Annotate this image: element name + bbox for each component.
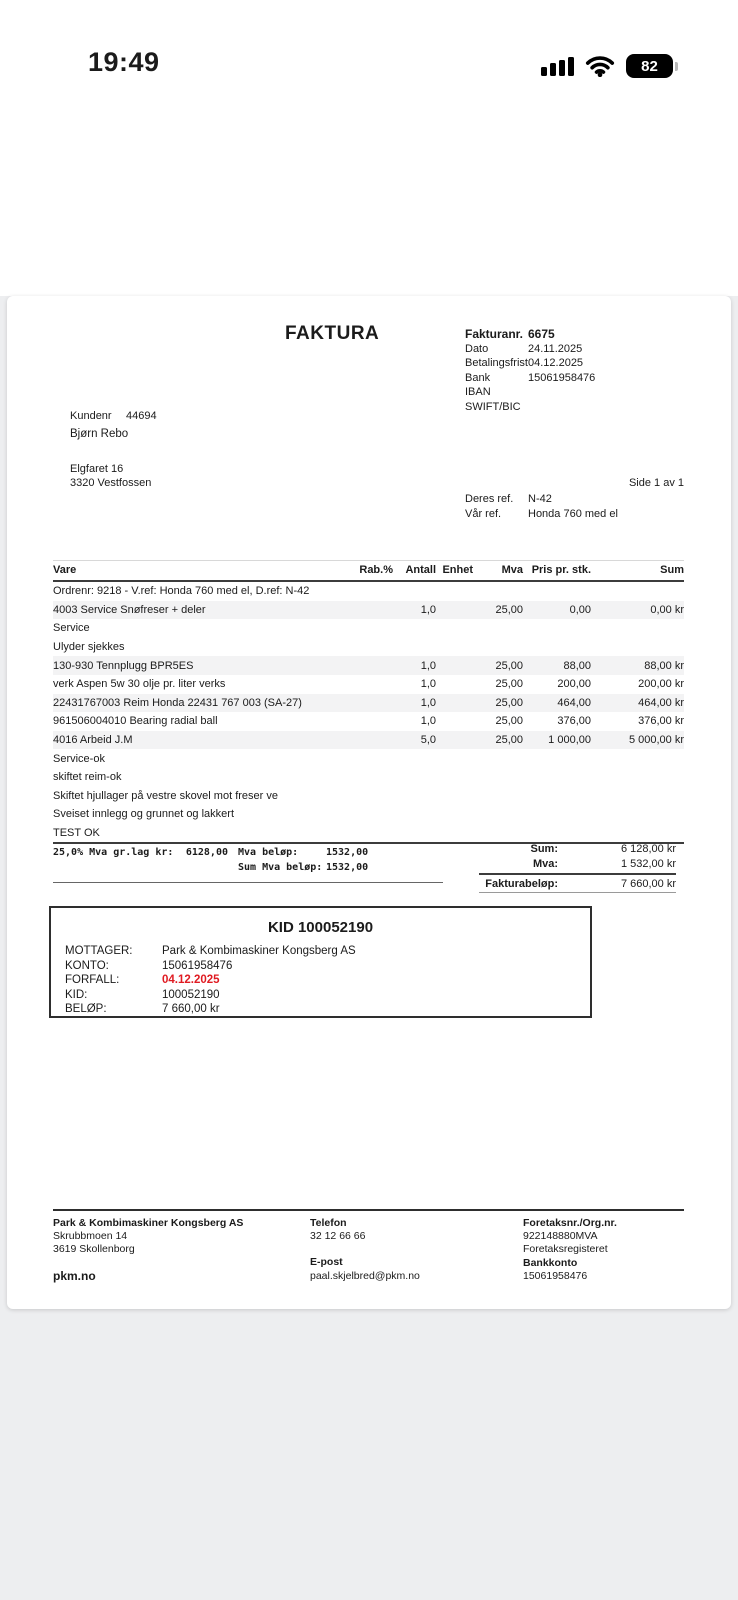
cell-sum: 376,00 kr (638, 715, 684, 728)
kid-label: KID: (65, 988, 88, 1001)
kid-value: 7 660,00 kr (162, 1003, 220, 1016)
page-number: Side 1 av 1 (628, 477, 684, 489)
footer-company-column (53, 1217, 310, 1283)
kid-row (65, 1002, 590, 1017)
total-row (479, 856, 676, 871)
references (465, 492, 618, 522)
column-header-antall: Antall (405, 564, 436, 576)
vat-grlag-value: 6128,00 (185, 847, 228, 858)
total-value: 1 532,00 kr (620, 857, 676, 870)
cell-sum: 464,00 kr (638, 696, 684, 709)
kundenr-value: 44694 (126, 410, 157, 422)
kid-row (65, 944, 590, 959)
invoice-page (7, 296, 731, 1309)
column-header-sum: Sum (660, 564, 684, 576)
table-row (53, 749, 684, 768)
kid-value: Park & Kombimaskiner Kongsberg AS (162, 945, 356, 957)
status-icons (541, 54, 678, 78)
customer-address-line2: 3320 Vestfossen (70, 477, 152, 489)
sum-vat-belop-label: Sum Mva beløp: (238, 862, 323, 873)
bank-value: 15061958476 (523, 1269, 588, 1282)
total-label: Fakturabeløp: (485, 877, 558, 890)
table-row (53, 656, 684, 675)
total-label: Mva: (532, 857, 558, 870)
total-label: Sum: (530, 842, 558, 855)
cell-sum: 200,00 kr (638, 678, 684, 691)
customer-name: Bjørn Rebo (70, 428, 129, 440)
cell-pris: 464,00 (557, 696, 591, 709)
bank-label: Bankkonto (523, 1256, 578, 1269)
cell-vare: Ordrenr: 9218 - V.ref: Honda 760 med el, D.ref: N-42 (53, 585, 310, 598)
customer-address-line1: Elgfaret 16 (70, 463, 124, 475)
cell-antall: 5,0 (420, 734, 436, 747)
reference-row (465, 507, 618, 522)
orgnr-label: Foretaksnr./Org.nr. (523, 1217, 617, 1229)
status-bar (0, 0, 738, 96)
cellular-signal-icon (541, 56, 574, 76)
cell-mva: 25,00 (495, 659, 523, 672)
kundenr-label: Kundenr (70, 410, 112, 422)
cell-antall: 1,0 (420, 603, 436, 616)
meta-value: 24.11.2025 (528, 343, 583, 355)
cell-vare: 130-930 Tennplugg BPR5ES (53, 659, 194, 672)
kid-row (65, 988, 590, 1003)
meta-label: SWIFT/BIC (465, 400, 521, 413)
column-header-rab: Rab.% (359, 564, 393, 576)
kid-label: BELØP: (65, 1003, 107, 1016)
battery-tip (675, 62, 678, 71)
meta-label: Betalingsfrist (465, 357, 528, 370)
register-value: Foretaksregisteret (523, 1243, 608, 1256)
cell-vare: Service (53, 622, 90, 635)
kid-rows (65, 944, 590, 1017)
cell-vare: Service-ok (53, 752, 105, 765)
cell-sum: 0,00 kr (650, 603, 684, 616)
table-row (53, 675, 684, 694)
vat-summary (53, 845, 443, 883)
meta-row (465, 342, 595, 356)
table-row (53, 731, 684, 750)
clock: 19:49 (88, 47, 160, 77)
battery-icon (626, 54, 678, 78)
table-body (53, 582, 684, 844)
customer-number-row (70, 410, 157, 422)
phone-label: Telefon (310, 1217, 347, 1229)
cell-sum: 5 000,00 kr (628, 734, 684, 747)
fakturanr-value: 6675 (528, 327, 555, 341)
cell-pris: 200,00 (557, 678, 591, 691)
reference-value: Honda 760 med el (528, 508, 618, 520)
company-address2: 3619 Skollenborg (53, 1243, 135, 1256)
vat-belop-label: Mva beløp: (238, 847, 299, 858)
table-row (53, 694, 684, 713)
vat-grlag-label: 25,0% Mva gr.lag kr: (53, 847, 174, 858)
orgnr-value: 922148880MVA (523, 1230, 598, 1243)
meta-label: Bank (465, 371, 491, 384)
kid-title: KID 100052190 (267, 919, 374, 936)
kid-value: 100052190 (162, 988, 220, 1001)
table-header (53, 560, 684, 582)
footer-contact-column (310, 1217, 523, 1283)
kid-row (65, 959, 590, 974)
meta-rows (465, 342, 595, 414)
total-value: 7 660,00 kr (620, 877, 676, 890)
kid-label: FORFALL: (65, 974, 120, 987)
cell-pris: 88,00 (563, 659, 591, 672)
company-name: Park & Kombimaskiner Kongsberg AS (53, 1217, 244, 1229)
cell-antall: 1,0 (420, 715, 436, 728)
kid-label: MOTTAGER: (65, 945, 133, 957)
cell-mva: 25,00 (495, 715, 523, 728)
table-row (53, 712, 684, 731)
footer-org-column (523, 1217, 684, 1283)
meta-value: 04.12.2025 (528, 357, 584, 370)
cell-antall: 1,0 (420, 678, 436, 691)
kid-value: 15061958476 (162, 959, 233, 972)
email-label: E-post (310, 1256, 343, 1269)
cell-vare: Sveiset innlegg og grunnet og lakkert (53, 808, 235, 821)
vat-summary-row2 (53, 860, 443, 875)
cell-vare: 4003 Service Snøfreser + deler (53, 603, 206, 616)
customer-address (70, 462, 151, 490)
cell-vare: Skiftet hjullager på vestre skovel mot freser ve (53, 789, 278, 802)
meta-label: IBAN (465, 386, 491, 399)
cell-vare: 961506004010 Bearing radial ball (53, 715, 218, 728)
table-row (53, 619, 684, 638)
cell-mva: 25,00 (495, 696, 523, 709)
cell-vare: verk Aspen 5w 30 olje pr. liter verks (53, 678, 226, 691)
company-address1: Skrubbmoen 14 (53, 1230, 128, 1243)
total-value: 6 128,00 kr (620, 842, 676, 855)
column-header-enhet: Enhet (442, 564, 473, 576)
top-whitespace (0, 96, 738, 296)
cell-vare: 4016 Arbeid J.M (53, 734, 133, 747)
meta-label: Dato (465, 343, 489, 355)
document-viewer[interactable] (0, 296, 738, 1600)
cell-antall: 1,0 (420, 659, 436, 672)
vat-summary-row1 (53, 845, 443, 860)
kid-value: 04.12.2025 (162, 974, 220, 987)
cell-antall: 1,0 (420, 696, 436, 709)
cell-vare: Ulyder sjekkes (53, 641, 125, 654)
invoice-footer (53, 1209, 684, 1283)
meta-row-fakturanr (465, 327, 595, 342)
total-row (479, 873, 676, 893)
invoice-title: FAKTURA (285, 323, 380, 344)
cell-pris: 376,00 (557, 715, 591, 728)
sum-vat-belop-value: 1532,00 (326, 862, 369, 873)
vat-belop-value: 1532,00 (326, 847, 369, 858)
cell-pris: 0,00 (569, 603, 591, 616)
cell-mva: 25,00 (495, 734, 523, 747)
cell-vare: skiftet reim-ok (53, 771, 122, 784)
cell-pris: 1 000,00 (548, 734, 591, 747)
reference-row (465, 492, 618, 507)
table-row (53, 601, 684, 620)
kid-row (65, 973, 590, 988)
meta-row (465, 385, 595, 399)
column-header-mva: Mva (501, 564, 523, 576)
kid-payment-box (49, 906, 592, 1018)
reference-value: N-42 (528, 493, 552, 505)
reference-label: Vår ref. (465, 508, 502, 520)
email-value: paal.skjelbred@pkm.no (310, 1269, 420, 1282)
reference-label: Deres ref. (465, 493, 514, 505)
meta-row (465, 356, 595, 370)
wifi-icon (585, 55, 615, 77)
meta-row (465, 400, 595, 414)
table-row (53, 805, 684, 824)
total-row (479, 841, 676, 856)
table-row (53, 824, 684, 843)
cell-sum: 88,00 kr (644, 659, 684, 672)
invoice-meta (465, 327, 595, 414)
column-header-vare: Vare (53, 564, 77, 576)
column-header-pris: Pris pr. stk. (531, 564, 591, 576)
table-row (53, 768, 684, 787)
meta-row (465, 371, 595, 385)
table-row (53, 582, 684, 601)
totals (479, 841, 676, 893)
meta-value: 15061958476 (528, 371, 596, 384)
phone-value: 32 12 66 66 (310, 1230, 366, 1243)
table-row (53, 638, 684, 657)
cell-mva: 25,00 (495, 603, 523, 616)
battery-percentage: 82 (626, 54, 673, 78)
table-row (53, 787, 684, 806)
item-table (53, 560, 684, 844)
kid-label: KONTO: (65, 959, 109, 972)
fakturanr-label: Fakturanr. (465, 327, 524, 341)
company-website: pkm.no (53, 1268, 96, 1283)
cell-vare: TEST OK (53, 827, 100, 840)
cell-vare: 22431767003 Reim Honda 22431 767 003 (SA-27) (53, 696, 302, 709)
cell-mva: 25,00 (495, 678, 523, 691)
